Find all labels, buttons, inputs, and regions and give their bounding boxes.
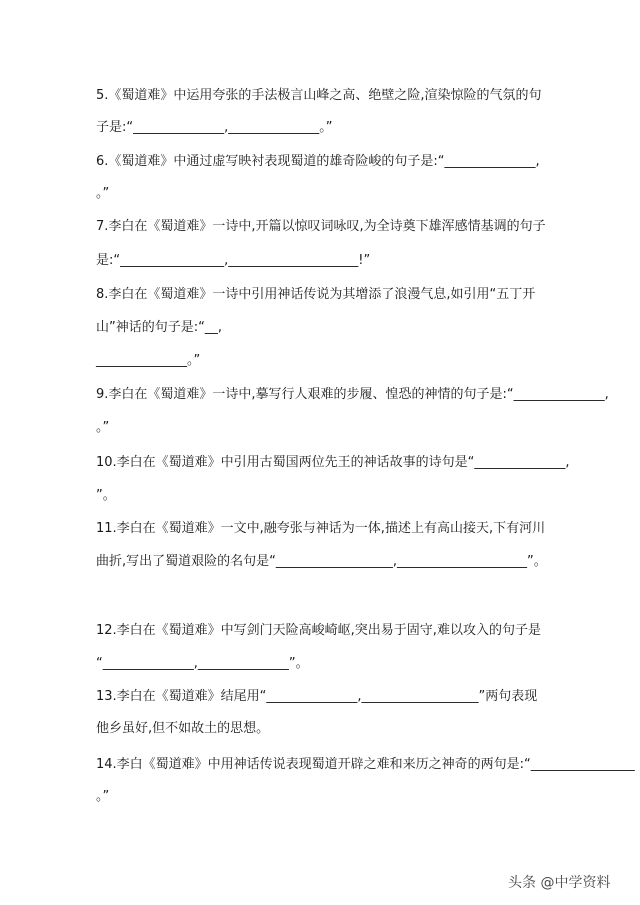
question-11-line-1: 11.李白在《蜀道难》一文中,融夸张与神话为一体,描述上有高山接天,下有河川 bbox=[96, 521, 546, 536]
question-8-line-2: 山”神话的句子是:“__, bbox=[96, 320, 222, 335]
question-7-line-1: 7.李白在《蜀道难》一诗中,开篇以惊叹词咏叹,为全诗奠下雄浑感情基调的句子 bbox=[96, 219, 546, 234]
question-7-line-2: 是:“________________,____________________!” bbox=[96, 253, 371, 268]
question-11-line-2: 曲折,写出了蜀道艰险的名句是“__________________,____________________”。 bbox=[96, 554, 547, 569]
question-6-line-1: 6.《蜀道难》中通过虚写映衬表现蜀道的雄奇险峻的句子是:“______________, bbox=[96, 154, 540, 169]
question-13-line-2: 他乡虽好,但不如故土的思想。 bbox=[96, 721, 270, 736]
question-5-line-2: 子是:“______________,______________。” bbox=[96, 120, 333, 135]
question-8-line-3: ______________。” bbox=[96, 353, 201, 368]
question-5-line-1: 5.《蜀道难》中运用夸张的手法极言山峰之高、绝壁之险,渲染惊险的气氛的句 bbox=[96, 88, 542, 103]
question-12-line-2: “______________,______________”。 bbox=[96, 656, 309, 671]
question-9-line-2: 。” bbox=[96, 420, 110, 435]
question-6-line-2: 。” bbox=[96, 186, 110, 201]
question-10-line-1: 10.李白在《蜀道难》中引用古蜀国两位先王的神话故事的诗句是“______________, bbox=[96, 455, 570, 470]
watermark-text: 头条 @中学资料 bbox=[508, 875, 611, 891]
question-10-line-2: ”。 bbox=[96, 488, 116, 503]
question-14-line-1: 14.李白《蜀道难》中用神话传说表现蜀道开辟之难和来历之神奇的两句是:“________________ bbox=[96, 757, 635, 772]
question-8-line-1: 8.李白在《蜀道难》一诗中引用神话传说为其增添了浪漫气息,如引用“五丁开 bbox=[96, 287, 536, 302]
question-14-line-2: 。” bbox=[96, 789, 110, 804]
question-12-line-1: 12.李白在《蜀道难》中写剑门天险高峻崎岖,突出易于固守,难以攻入的句子是 bbox=[96, 623, 541, 638]
question-9-line-1: 9.李白在《蜀道难》一诗中,摹写行人艰难的步履、惶恐的神情的句子是:“______________, bbox=[96, 387, 609, 402]
question-13-line-1: 13.李白在《蜀道难》结尾用“______________,__________________”两句表现 bbox=[96, 689, 538, 704]
